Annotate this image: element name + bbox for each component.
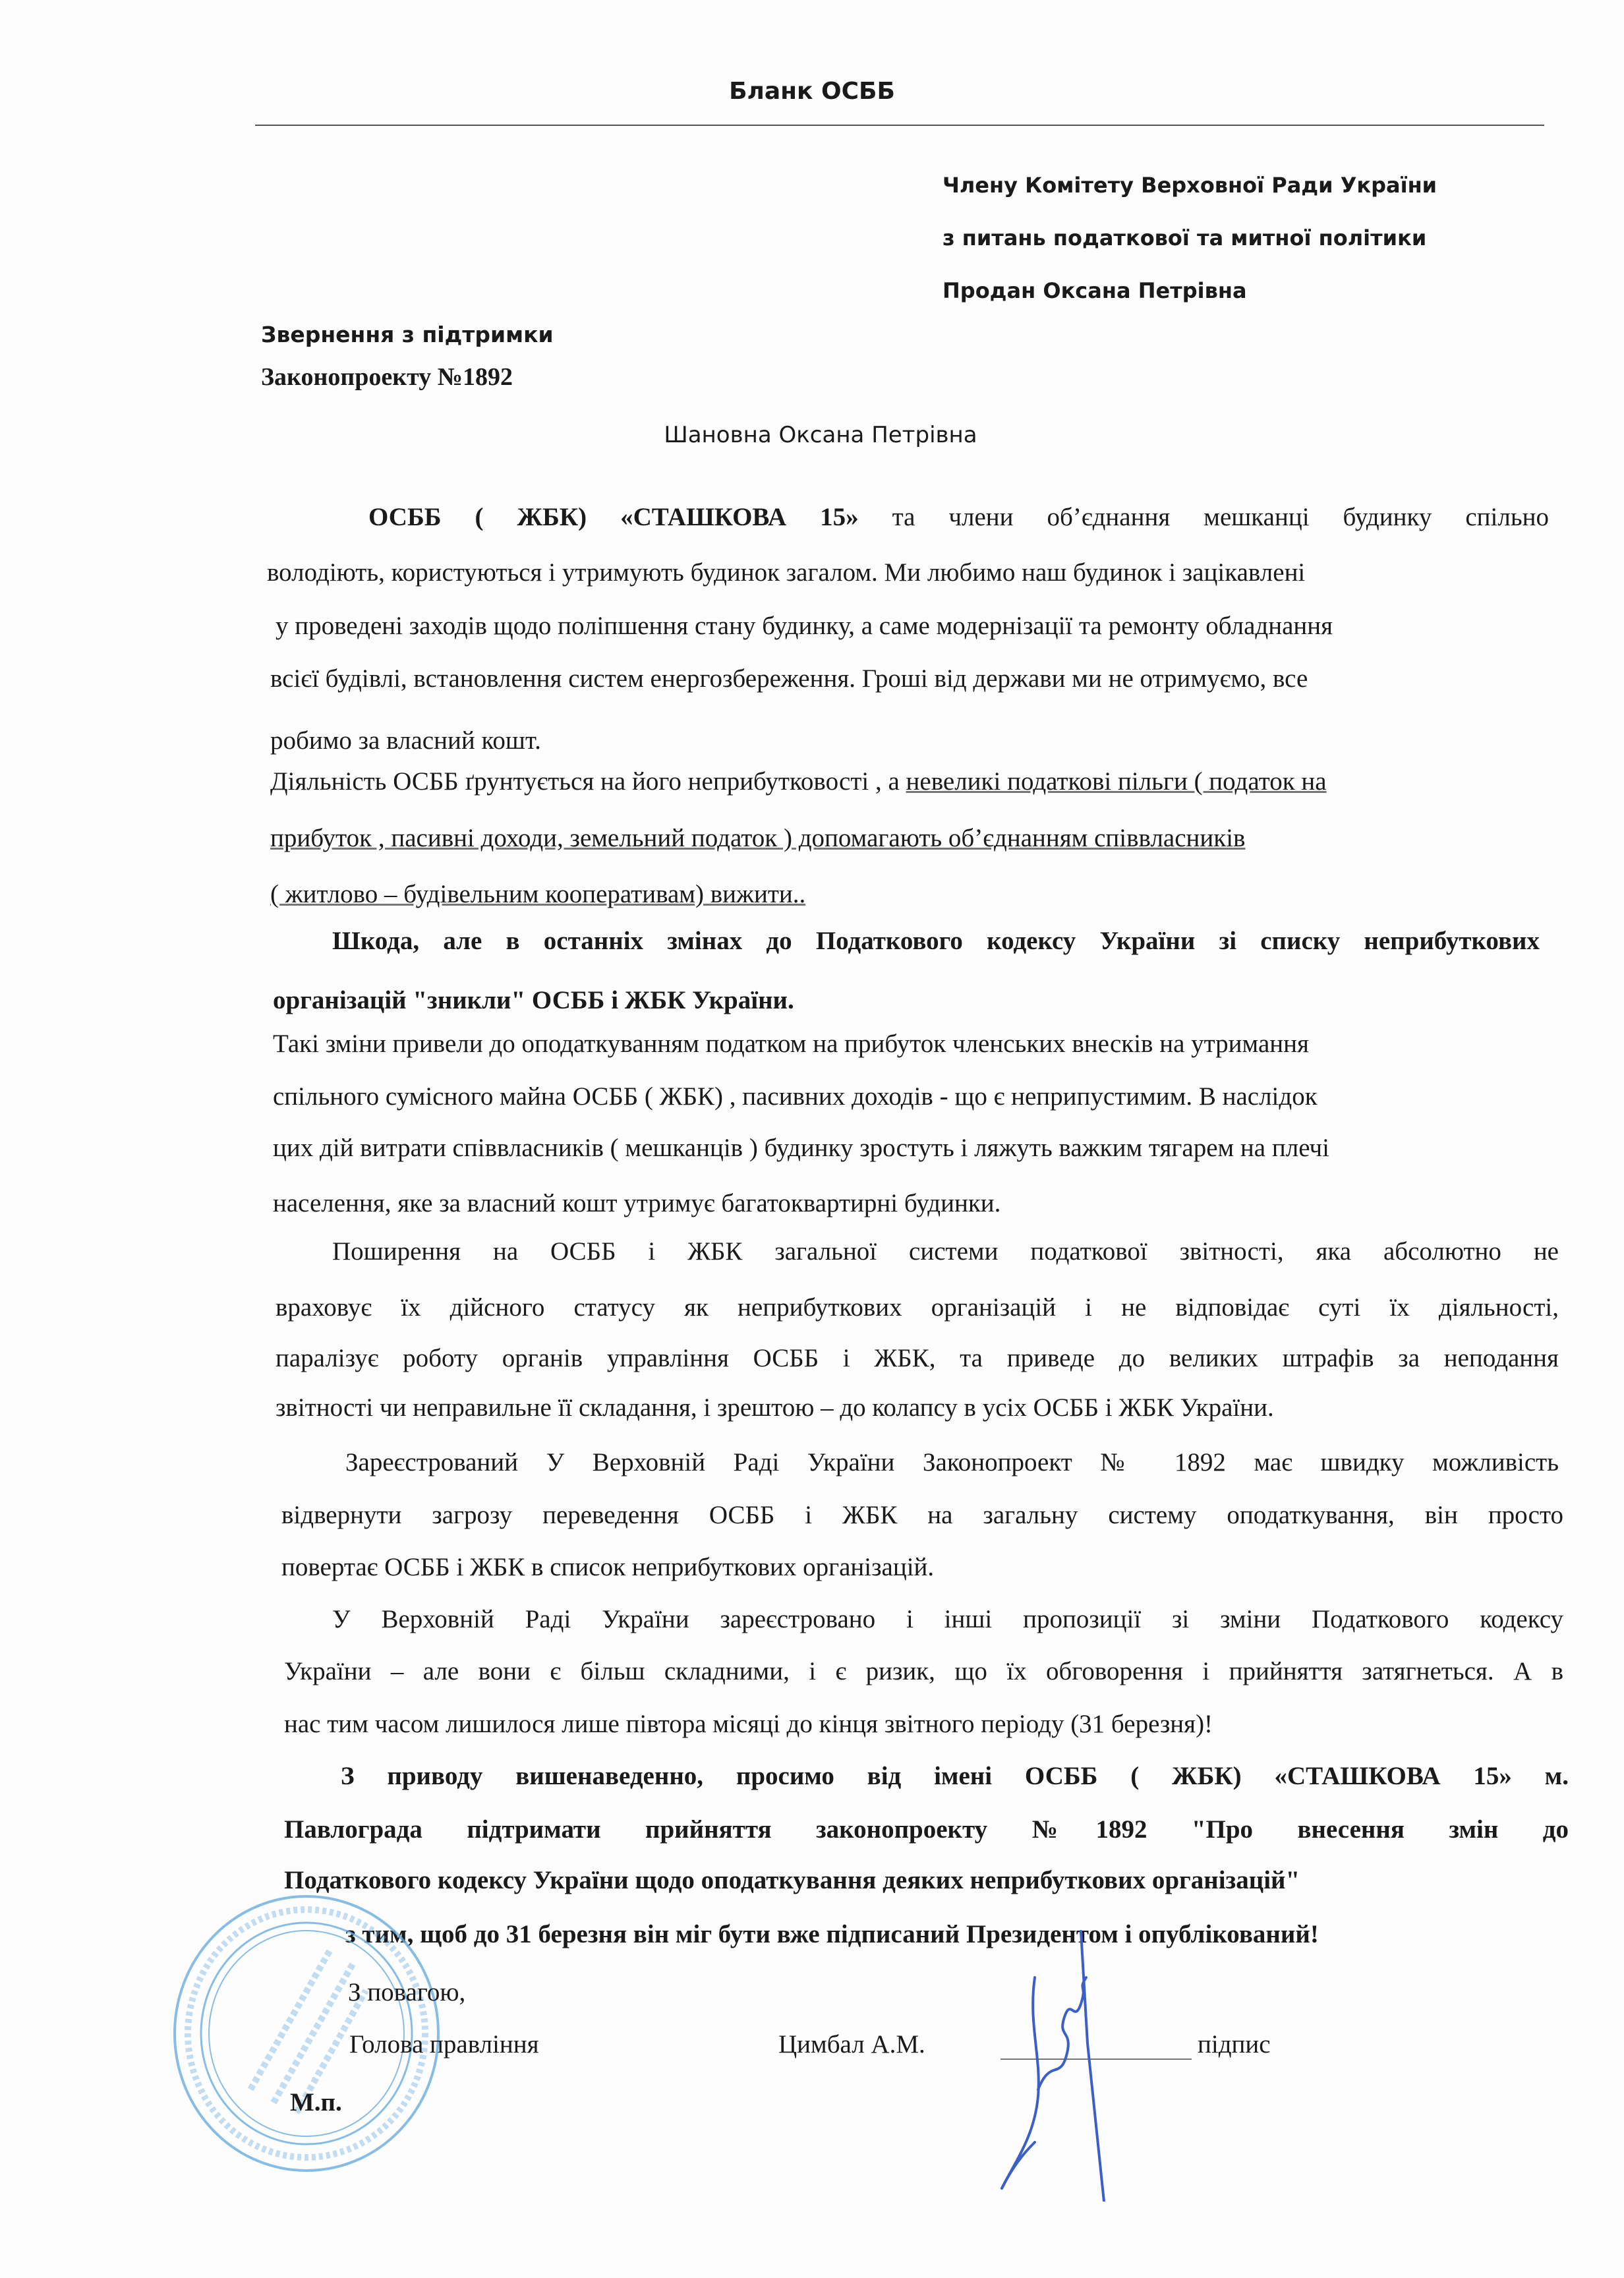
body-line — [281, 1500, 1563, 1531]
body-line — [270, 725, 541, 757]
body-line — [273, 1081, 1318, 1113]
body-line — [273, 1132, 1329, 1164]
body-text: прибуток , пасивні доходи, земельний податок ) допомагають об’єднанням співвласників — [270, 824, 1246, 852]
body-line — [273, 985, 794, 1016]
body-line — [284, 1814, 1569, 1846]
body-text: та члени об’єднання мешканці будинку спільно — [858, 503, 1549, 531]
body-text: Зареєстрований У Верховній Раді України Законопроект № 1892 має швидку можливість — [345, 1448, 1559, 1476]
subject-line: Законопроекту №1892 — [261, 363, 513, 391]
body-text: враховує їх дійсного статусу як неприбуткових організацій і не відповідає суті їх діяльності, — [276, 1293, 1559, 1322]
body-line — [332, 925, 1540, 957]
closing-regards: З повагою, — [348, 1978, 466, 2006]
body-text: повертає ОСББ і ЖБК в список неприбуткових організацій. — [281, 1553, 935, 1581]
body-text: володіють, користуються і утримують будинок загалом. Ми любимо наш будинок і зацікавлені — [267, 558, 1306, 587]
body-line — [270, 879, 805, 910]
body-text: України – але вони є більш складними, і є ризик, що їх обговорення і прийняття затягнеться. А в — [284, 1657, 1563, 1685]
body-text: цих дій витрати співвласників ( мешканців ) будинку зростуть і ляжуть важким тягарем на плечі — [273, 1134, 1329, 1162]
body-line — [276, 1392, 1274, 1424]
body-text: Податкового кодексу України щодо оподаткування деяких неприбуткових організацій" — [284, 1866, 1300, 1894]
addressee-line: Продан Оксана Петрівна — [942, 278, 1247, 303]
body-text: Діяльність ОСББ ґрунтується на його неприбутковості , а — [270, 767, 906, 796]
body-text: З приводу вишенаведенно, просимо від імені ОСББ ( ЖБК) «СТАШКОВА 15» м. — [341, 1762, 1569, 1790]
body-text: з тим, щоб до 31 березня він міг бути вже підписаний Президентом і опублікований! — [345, 1920, 1319, 1948]
body-text: У Верховній Раді України зареєстровано і інші пропозиції зі зміни Податкового кодексу — [332, 1605, 1563, 1633]
body-text: організацій "зникли" ОСББ і ЖБК України. — [273, 986, 794, 1014]
body-line — [284, 1656, 1563, 1687]
signer-name: Цимбал А.М. — [778, 2030, 925, 2059]
body-text: ОСББ ( ЖБК) «СТАШКОВА 15» — [368, 503, 859, 531]
addressee-line: з питань податкової та митної політики — [942, 225, 1427, 250]
signer-position: Голова правління — [349, 2030, 539, 2059]
body-text: спільного сумісного майна ОСББ ( ЖБК) , пасивних доходів - що є неприпустимим. В наслідок — [273, 1082, 1318, 1111]
body-line — [273, 1188, 1000, 1219]
body-text: ( житлово – будівельним кооперативам) вижити.. — [270, 880, 806, 908]
addressee-line: Члену Комітету Верховної Ради України — [942, 173, 1437, 198]
body-line — [332, 1236, 1559, 1268]
body-text: населення, яке за власний кошт утримує багатоквартирні будинки. — [273, 1189, 1001, 1217]
signature-label: підпис — [1198, 2030, 1271, 2059]
body-text: Такі зміни привели до оподаткуванням податком на прибуток членських внесків на утримання — [273, 1030, 1309, 1058]
body-line — [276, 1343, 1559, 1374]
letterhead-title: Бланк ОСББ — [729, 78, 895, 105]
body-text: паралізує роботу органів управління ОСББ і ЖБК, та приведе до великих штрафів за неподання — [276, 1344, 1559, 1372]
body-text: Поширення на ОСББ і ЖБК загальної системи податкової звітності, яка абсолютно не — [332, 1237, 1559, 1266]
body-line — [368, 502, 1549, 533]
body-text: нас тим часом лишилося лише півтора місяці до кінця звітного періоду (31 березня)! — [284, 1710, 1213, 1738]
body-line — [270, 663, 1308, 695]
body-line — [276, 610, 1333, 642]
body-line — [341, 1761, 1569, 1792]
body-text: всієї будівлі, встановлення систем енергозбереження. Гроші від держави ми не отримуємо, все — [270, 664, 1308, 693]
greeting: Шановна Оксана Петрівна — [664, 422, 977, 448]
letterhead-divider — [255, 125, 1544, 126]
body-line — [270, 823, 1245, 854]
body-text: робимо за власний кошт. — [270, 726, 541, 755]
body-line — [284, 1708, 1213, 1740]
body-text: відвернути загрозу переведення ОСББ і ЖБК на загальну систему оподаткування, він просто — [281, 1501, 1563, 1529]
handwritten-signature — [989, 1925, 1200, 2202]
body-text: невеликі податкові пільги ( податок на — [906, 767, 1327, 796]
body-line — [332, 1604, 1563, 1635]
body-line — [273, 1028, 1309, 1060]
seal-mark: М.п. — [290, 2088, 342, 2117]
body-text: звітності чи неправильне її складання, і зрештою – до колапсу в усіх ОСББ і ЖБК України. — [276, 1393, 1274, 1422]
body-text: у проведені заходів щодо поліпшення стану будинку, а саме модернізації та ремонту обладнання — [276, 612, 1333, 640]
body-text: Шкода, але в останніх змінах до Податкового кодексу України зі списку неприбуткових — [332, 927, 1540, 955]
body-line — [270, 766, 1327, 798]
subject-line: Звернення з підтримки — [261, 322, 554, 347]
body-text: Павлограда підтримати прийняття законопроекту №1892 "Про внесення змін до — [284, 1815, 1569, 1844]
body-line — [345, 1447, 1559, 1478]
body-line — [276, 1292, 1559, 1324]
body-line — [281, 1552, 934, 1583]
body-line — [267, 557, 1305, 589]
